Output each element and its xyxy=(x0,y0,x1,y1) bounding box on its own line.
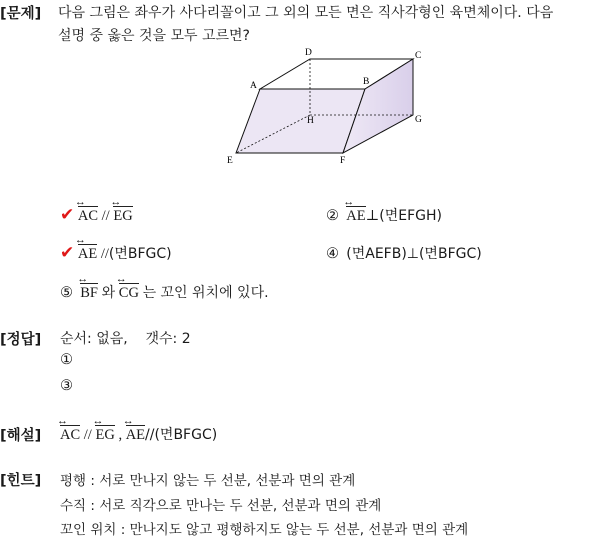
option-3 xyxy=(60,243,172,263)
problem-tag: [문제] xyxy=(0,6,42,22)
option-text: 는 꼬인 위치에 있다. xyxy=(142,285,269,301)
label-F: F xyxy=(340,156,346,166)
answer-tag: [정답] xyxy=(0,332,42,348)
vector-bf: BF ↔ xyxy=(80,282,98,302)
option-number: ⑤ xyxy=(60,285,73,301)
option-text: (면AEFB)⊥(면BFGC) xyxy=(346,246,482,262)
option-5 xyxy=(60,282,269,302)
option-1 xyxy=(60,205,133,225)
hexahedron-figure xyxy=(225,45,425,175)
hint-line1: 평행 : 서로 만나지 않는 두 선분, 선분과 면의 관계 xyxy=(60,473,356,489)
explanation-text xyxy=(60,424,217,444)
label-C: C xyxy=(415,51,422,61)
problem-text-line1: 다음 그림은 좌우가 사다리꼴이고 그 외의 모든 면은 직사각형인 육면체이다. 다음 xyxy=(58,5,554,21)
answer-line1: 순서: 없음, 갯수: 2 xyxy=(60,331,191,347)
vector-ac: AC ↔ xyxy=(60,424,80,444)
hint-tag: [힌트] xyxy=(0,473,42,489)
relation: // xyxy=(83,427,92,443)
option-text: (면BFGC) xyxy=(108,246,172,262)
label-H: H xyxy=(307,116,314,126)
relation: // xyxy=(100,246,109,262)
option-text: (면EFGH) xyxy=(379,208,442,224)
option-number: ② xyxy=(326,208,339,224)
hint-line2: 수직 : 서로 직각으로 만나는 두 선분, 선분과 면의 관계 xyxy=(60,498,382,514)
label-D: D xyxy=(305,48,312,58)
option-4 xyxy=(326,243,482,263)
option-number: ④ xyxy=(326,246,339,262)
vector-eg: EG ↔ xyxy=(95,424,114,444)
vector-ac: AC ↔ xyxy=(78,205,98,225)
vector-eg: EG ↔ xyxy=(113,205,132,225)
label-A: A xyxy=(250,81,257,91)
explanation-rest: //(면BFGC) xyxy=(145,427,218,443)
relation: ⊥ xyxy=(365,208,380,224)
answer-line2: ① xyxy=(60,352,73,368)
answer-line3: ③ xyxy=(60,378,73,394)
option-2 xyxy=(326,205,442,225)
problem-text-line2: 설명 중 옳은 것을 모두 고르면? xyxy=(58,28,250,44)
explanation-tag: [해설] xyxy=(0,428,42,444)
check-mark-icon: ✔ xyxy=(60,243,75,263)
check-mark-icon: ✔ xyxy=(60,205,75,225)
label-G: G xyxy=(415,115,422,125)
label-B: B xyxy=(363,77,370,87)
vector-ae: AE ↔ xyxy=(346,205,365,225)
separator: , xyxy=(118,427,123,443)
relation: // xyxy=(101,208,110,224)
vector-ae: AE ↔ xyxy=(78,243,97,263)
label-E: E xyxy=(227,156,233,166)
vector-cg: CG ↔ xyxy=(119,282,139,302)
relation: 와 xyxy=(101,285,116,301)
hint-line3: 꼬인 위치 : 만나지도 않고 평행하지도 않는 두 선분, 선분과 면의 관계 xyxy=(60,522,469,538)
vector-ae: AE ↔ xyxy=(126,424,145,444)
